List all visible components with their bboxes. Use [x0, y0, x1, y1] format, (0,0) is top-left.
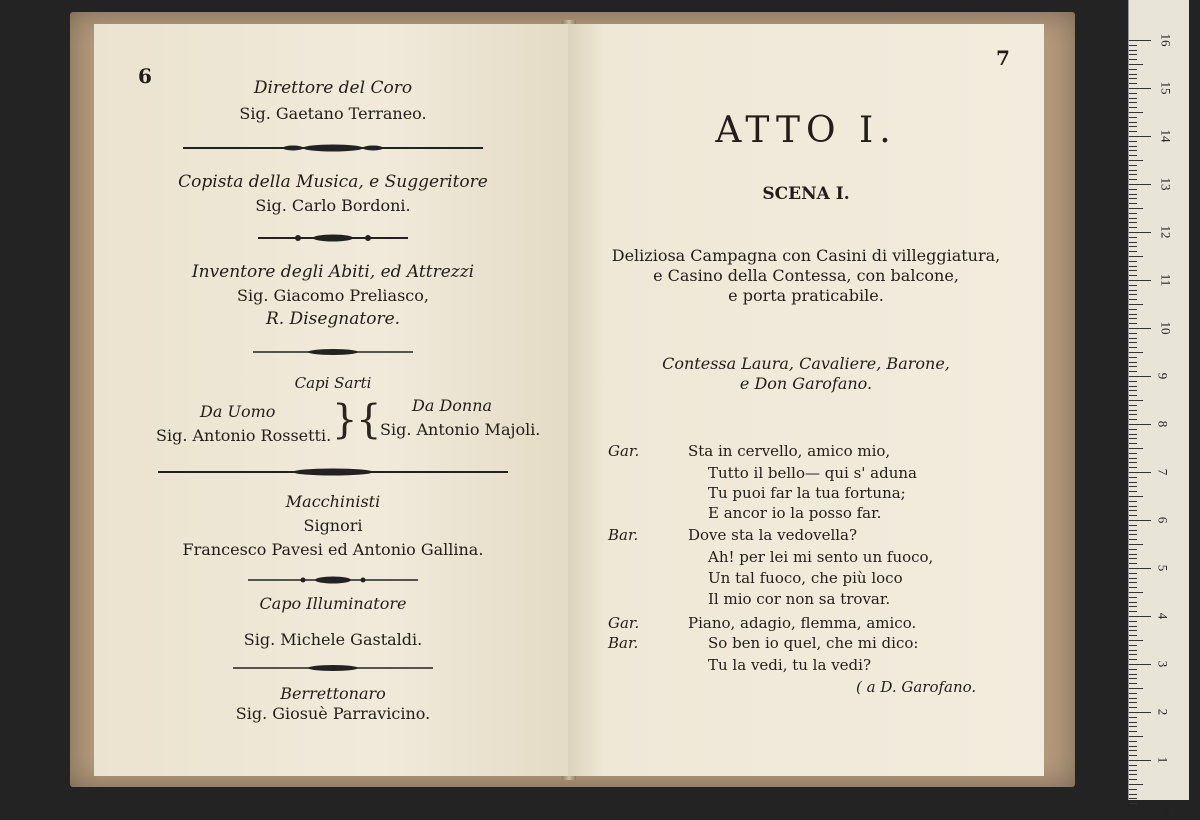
ruler-tick	[1129, 285, 1137, 286]
ruler-tick	[1129, 98, 1137, 99]
ruler-tick	[1129, 554, 1137, 555]
ruler-tick	[1129, 434, 1137, 435]
ruler-tick	[1129, 155, 1137, 156]
ruler-tick	[1129, 45, 1137, 46]
dialogue-line: Tutto il bello— qui s' aduna	[708, 464, 917, 482]
ruler-tick	[1129, 726, 1137, 727]
ruler-number: 10	[1158, 321, 1174, 335]
ruler-tick	[1129, 621, 1137, 622]
ruler-tick	[1129, 602, 1137, 603]
ruler-tick	[1129, 93, 1137, 94]
ruler-tick	[1129, 664, 1151, 665]
ruler-tick	[1129, 194, 1137, 195]
stage-direction: ( a D. Garofano.	[856, 678, 977, 696]
ruler-tick	[1129, 381, 1137, 382]
ruler-tick	[1129, 544, 1143, 545]
dialogue-line: E ancor io la posso far.	[708, 504, 882, 522]
ruler-tick	[1129, 693, 1137, 694]
ruler-tick	[1129, 472, 1151, 473]
ruler-tick	[1129, 69, 1137, 70]
ruler-number: 3	[1155, 660, 1171, 668]
ruler-tick	[1129, 707, 1137, 708]
ruler-tick	[1129, 626, 1137, 627]
ruler-tick	[1129, 798, 1137, 799]
page-number-right: 7	[996, 46, 1010, 70]
ruler-tick	[1129, 122, 1137, 123]
ruler-tick	[1129, 477, 1137, 478]
ruler-tick	[1129, 510, 1137, 511]
ruler-tick	[1129, 448, 1143, 449]
left-page	[94, 24, 572, 776]
ruler-tick	[1129, 616, 1151, 617]
ruler-tick	[1129, 736, 1143, 737]
dialogue-line: Tu puoi far la tua fortuna;	[708, 484, 906, 502]
ruler-tick	[1129, 525, 1137, 526]
ruler-tick	[1129, 794, 1137, 795]
ruler-tick	[1129, 386, 1137, 387]
ruler-tick	[1129, 496, 1143, 497]
ruler-tick	[1129, 558, 1137, 559]
ruler-number: 8	[1155, 420, 1171, 428]
ruler-tick	[1129, 592, 1143, 593]
ruler-tick	[1129, 275, 1137, 276]
ruler-tick	[1129, 563, 1137, 564]
ruler-tick	[1129, 712, 1151, 713]
capi-uomo-label: Da Uomo	[200, 402, 276, 421]
ruler-tick	[1129, 208, 1143, 209]
ruler-tick	[1129, 520, 1151, 521]
ruler-tick	[1129, 731, 1137, 732]
ruler-tick	[1129, 160, 1143, 161]
ruler-tick	[1129, 54, 1137, 55]
ruler-tick	[1129, 741, 1137, 742]
ruler-tick	[1129, 640, 1143, 641]
ruler-tick	[1129, 405, 1137, 406]
role-macchinisti: Macchinisti	[285, 492, 381, 511]
ruler-tick	[1129, 746, 1137, 747]
role-berrettonaro: Berrettonaro	[280, 684, 386, 703]
dialogue-line: Ah! per lei mi sento un fuoco,	[708, 548, 934, 566]
ruler-tick	[1129, 174, 1137, 175]
ruler-tick	[1129, 539, 1137, 540]
ornament-divider	[158, 468, 508, 476]
ruler-tick	[1129, 750, 1137, 751]
ruler-tick	[1129, 515, 1137, 516]
ruler-tick	[1129, 299, 1137, 300]
ruler-tick	[1129, 352, 1143, 353]
ruler-tick	[1129, 170, 1137, 171]
ruler-tick	[1129, 141, 1137, 142]
ruler-number: 9	[1155, 372, 1171, 380]
ruler-tick	[1129, 184, 1151, 185]
ruler-tick	[1129, 189, 1137, 190]
ruler-tick	[1129, 59, 1137, 60]
act-title: ATTO I.	[715, 110, 897, 151]
ruler-tick	[1129, 338, 1137, 339]
ruler-tick	[1129, 347, 1137, 348]
page-number-left: 6	[138, 64, 152, 88]
ruler-tick	[1129, 549, 1137, 550]
ruler-tick	[1129, 678, 1137, 679]
ruler-tick	[1129, 333, 1137, 334]
name-illuminatore: Sig. Michele Gastaldi.	[243, 630, 423, 649]
dialogue-line: Il mio cor non sa trovar.	[708, 590, 891, 608]
ruler-number: 14	[1158, 129, 1174, 143]
dialogue-line: Un tal fuoco, che più loco	[708, 569, 903, 587]
ruler-tick	[1129, 218, 1137, 219]
ornament-divider	[233, 664, 433, 672]
ruler-tick	[1129, 102, 1137, 103]
ruler-tick	[1129, 342, 1137, 343]
brace-left: {	[356, 397, 382, 443]
ruler-number: 2	[1155, 708, 1171, 716]
name-inventore: Sig. Giacomo Preliasco,	[237, 286, 429, 305]
ruler-tick	[1129, 88, 1151, 89]
ornament-divider	[183, 144, 483, 152]
ruler-tick	[1129, 443, 1137, 444]
ruler-tick	[1129, 213, 1137, 214]
ruler-tick	[1129, 237, 1137, 238]
setting-line-1: Deliziosa Campagna con Casini di villeggiatura,	[611, 246, 1001, 265]
ruler-tick	[1129, 606, 1137, 607]
ruler-tick	[1129, 482, 1137, 483]
ruler-tick	[1129, 573, 1137, 574]
name-direttore: Sig. Gaetano Terraneo.	[239, 104, 427, 123]
ruler-tick	[1129, 784, 1143, 785]
ruler-tick	[1129, 530, 1137, 531]
ruler-number: 5	[1155, 564, 1171, 572]
ruler-tick	[1129, 765, 1137, 766]
ruler-tick	[1129, 165, 1137, 166]
ruler-tick	[1129, 256, 1143, 257]
ruler-tick	[1129, 242, 1137, 243]
ruler-tick	[1129, 683, 1137, 684]
characters-line-1: Contessa Laura, Cavaliere, Barone,	[662, 354, 950, 373]
ruler-tick	[1129, 280, 1151, 281]
dialogue-line: Dove sta la vedovella?	[688, 526, 858, 544]
measurement-ruler	[1128, 0, 1189, 820]
ruler-tick	[1129, 290, 1137, 291]
speaker-label: Gar.	[608, 614, 640, 632]
role-direttore: Direttore del Coro	[253, 78, 413, 98]
ruler-tick	[1129, 357, 1137, 358]
name-macchinisti-1: Signori	[303, 516, 363, 535]
capi-donna-label: Da Donna	[412, 396, 493, 415]
ruler-tick	[1129, 414, 1137, 415]
ruler-tick	[1129, 611, 1137, 612]
ruler-tick	[1129, 635, 1137, 636]
ruler-tick	[1129, 390, 1137, 391]
ruler-tick	[1129, 314, 1137, 315]
ruler-tick	[1129, 227, 1137, 228]
ruler-tick	[1129, 232, 1151, 233]
ruler-tick	[1129, 674, 1137, 675]
right-page	[568, 24, 1044, 776]
ruler-tick	[1129, 179, 1137, 180]
dialogue-line: So ben io quel, che mi dico:	[708, 634, 919, 652]
ruler-tick	[1129, 198, 1137, 199]
ruler-number: 13	[1158, 177, 1174, 191]
brace-right: }	[332, 397, 358, 443]
ruler-tick	[1129, 246, 1137, 247]
ruler-tick	[1129, 803, 1137, 804]
role-illuminatore: Capo Illuminatore	[259, 594, 407, 613]
ruler-tick	[1129, 328, 1151, 329]
ruler-tick	[1129, 366, 1137, 367]
ruler-number: 12	[1158, 225, 1174, 239]
ruler-tick	[1129, 688, 1143, 689]
setting-line-2: e Casino della Contessa, con balcone,	[653, 266, 959, 285]
ruler-tick	[1129, 582, 1137, 583]
ruler-tick	[1129, 659, 1137, 660]
ruler-tick	[1129, 203, 1137, 204]
title-inventore: R. Disegnatore.	[265, 309, 401, 329]
ruler-tick	[1129, 395, 1137, 396]
ruler-tick	[1129, 462, 1137, 463]
ruler-tick	[1129, 467, 1137, 468]
speaker-label: Bar.	[608, 634, 639, 652]
ruler-tick	[1129, 107, 1137, 108]
ornament-divider	[258, 234, 408, 242]
ornament-divider	[248, 576, 418, 584]
ruler-number: 4	[1155, 612, 1171, 620]
ruler-tick	[1129, 650, 1137, 651]
ruler-tick	[1129, 568, 1151, 569]
ruler-tick	[1129, 318, 1137, 319]
ruler-tick	[1129, 578, 1137, 579]
ruler-tick	[1129, 645, 1137, 646]
ruler-tick	[1129, 117, 1137, 118]
ruler-tick	[1129, 266, 1137, 267]
ruler-tick	[1129, 491, 1137, 492]
ruler-tick	[1129, 760, 1151, 761]
ruler-tick	[1129, 438, 1137, 439]
ruler-tick	[1129, 453, 1137, 454]
ruler-unit: cm	[1159, 804, 1175, 820]
ruler-tick	[1129, 779, 1137, 780]
ruler-tick	[1129, 294, 1137, 295]
ruler-tick	[1129, 587, 1137, 588]
ruler-tick	[1129, 261, 1137, 262]
ruler-tick	[1129, 458, 1137, 459]
role-inventore: Inventore degli Abiti, ed Attrezzi	[191, 262, 475, 282]
dialogue-line: Tu la vedi, tu la vedi?	[708, 656, 871, 674]
ruler-tick	[1129, 50, 1137, 51]
characters-line-2: e Don Garofano.	[739, 374, 873, 393]
ruler-number: 6	[1155, 516, 1171, 524]
ruler-tick	[1129, 534, 1137, 535]
ruler-tick	[1129, 669, 1137, 670]
ruler-tick	[1129, 323, 1137, 324]
setting-line-3: e porta praticabile.	[728, 286, 884, 305]
ruler-number: 7	[1155, 468, 1171, 476]
ruler-number: 1	[1155, 756, 1171, 764]
name-macchinisti-2: Francesco Pavesi ed Antonio Gallina.	[182, 540, 484, 559]
ruler-tick	[1129, 722, 1137, 723]
ruler-tick	[1129, 304, 1143, 305]
ruler-tick	[1129, 309, 1137, 310]
ruler-tick	[1129, 126, 1137, 127]
ruler-tick	[1129, 83, 1137, 84]
ruler-tick	[1129, 40, 1151, 41]
ruler-tick	[1129, 112, 1143, 113]
ruler-tick	[1129, 150, 1137, 151]
ruler-tick	[1129, 789, 1137, 790]
capi-uomo-name: Sig. Antonio Rossetti.	[156, 426, 332, 445]
speaker-label: Bar.	[608, 526, 639, 544]
ruler-number: 15	[1158, 81, 1174, 95]
ruler-tick	[1129, 222, 1137, 223]
ruler-tick	[1129, 362, 1137, 363]
ruler-tick	[1129, 419, 1137, 420]
ruler-tick	[1129, 400, 1143, 401]
name-berrettonaro: Sig. Giosuè Parravicino.	[235, 704, 431, 723]
ruler-tick	[1129, 501, 1137, 502]
ruler-number: 11	[1158, 273, 1174, 287]
ruler-tick	[1129, 717, 1137, 718]
dialogue-line: Sta in cervello, amico mio,	[688, 442, 891, 460]
name-copista: Sig. Carlo Bordoni.	[255, 196, 411, 215]
ruler-tick	[1129, 371, 1137, 372]
ruler-tick	[1129, 146, 1137, 147]
ruler-tick	[1129, 698, 1137, 699]
dialogue-line: Piano, adagio, flemma, amico.	[688, 614, 917, 632]
ruler-tick	[1129, 131, 1137, 132]
ruler-tick	[1129, 410, 1137, 411]
ruler-tick	[1129, 64, 1143, 65]
ruler-tick	[1129, 770, 1137, 771]
ruler-tick	[1129, 630, 1137, 631]
ruler-tick	[1129, 486, 1137, 487]
ruler-tick	[1129, 702, 1137, 703]
ruler-tick	[1129, 424, 1151, 425]
scene-title: SCENA I.	[762, 184, 850, 204]
ruler-tick	[1129, 774, 1137, 775]
ruler-tick	[1129, 74, 1137, 75]
speaker-label: Gar.	[608, 442, 640, 460]
role-copista: Copista della Musica, e Suggeritore	[178, 172, 488, 192]
ruler-tick	[1129, 755, 1137, 756]
ruler-tick	[1129, 251, 1137, 252]
ornament-divider	[253, 348, 413, 356]
ruler-tick	[1129, 376, 1151, 377]
capi-sarti-heading: Capi Sarti	[294, 374, 372, 392]
ruler-tick	[1129, 654, 1137, 655]
ruler-tick	[1129, 429, 1137, 430]
capi-donna-name: Sig. Antonio Majoli.	[380, 420, 541, 439]
ruler-tick	[1129, 506, 1137, 507]
ruler-tick	[1129, 597, 1137, 598]
ruler-number: 16	[1158, 33, 1174, 47]
ruler-tick	[1129, 136, 1151, 137]
ruler-tick	[1129, 78, 1137, 79]
ruler-tick	[1129, 270, 1137, 271]
